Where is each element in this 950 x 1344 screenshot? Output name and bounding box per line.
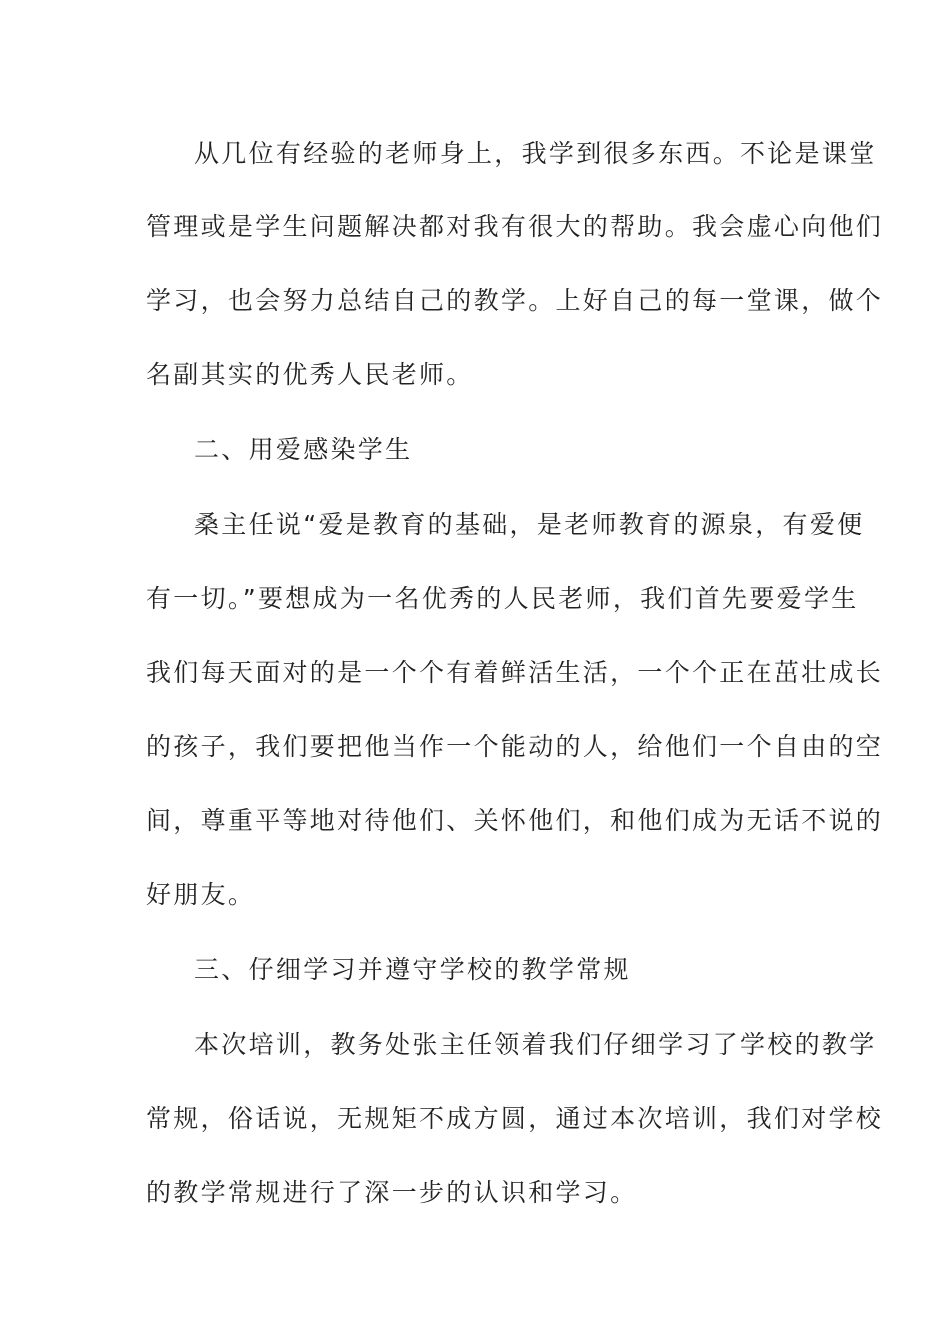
section-heading: 三、仔细学习并遵守学校的教学常规 [194, 955, 631, 984]
paragraph-line: 的孩子，我们要把他当作一个能动的人，给他们一个自由的空 [146, 732, 884, 761]
paragraph-line: 间，尊重平等地对待他们、关怀他们，和他们成为无话不说的 [146, 806, 884, 835]
section-heading: 二、用爱感染学生 [194, 435, 413, 464]
paragraph-line: 名副其实的优秀人民老师。 [146, 360, 474, 389]
paragraph-line: 好朋友。 [146, 880, 256, 909]
paragraph-line: 学习，也会努力总结自己的教学。上好自己的每一堂课，做个 [146, 286, 884, 315]
paragraph-line: 常规，俗话说，无规矩不成方圆，通过本次培训，我们对学校 [146, 1104, 884, 1133]
paragraph-line: 有一切。”要想成为一名优秀的人民老师，我们首先要爱学生 [146, 584, 859, 613]
paragraph-line: 从几位有经验的老师身上，我学到很多东西。不论是课堂 [194, 139, 877, 168]
paragraph-line: 管理或是学生问题解决都对我有很大的帮助。我会虚心向他们 [146, 212, 884, 241]
paragraph-line: 本次培训，教务处张主任领着我们仔细学习了学校的教学 [194, 1030, 877, 1059]
paragraph-line: 的教学常规进行了深一步的认识和学习。 [146, 1178, 638, 1207]
paragraph-line: 我们每天面对的是一个个有着鲜活生活，一个个正在茁壮成长 [146, 658, 884, 687]
paragraph-line: 桑主任说“爱是教育的基础，是老师教育的源泉，有爱便 [194, 510, 865, 539]
